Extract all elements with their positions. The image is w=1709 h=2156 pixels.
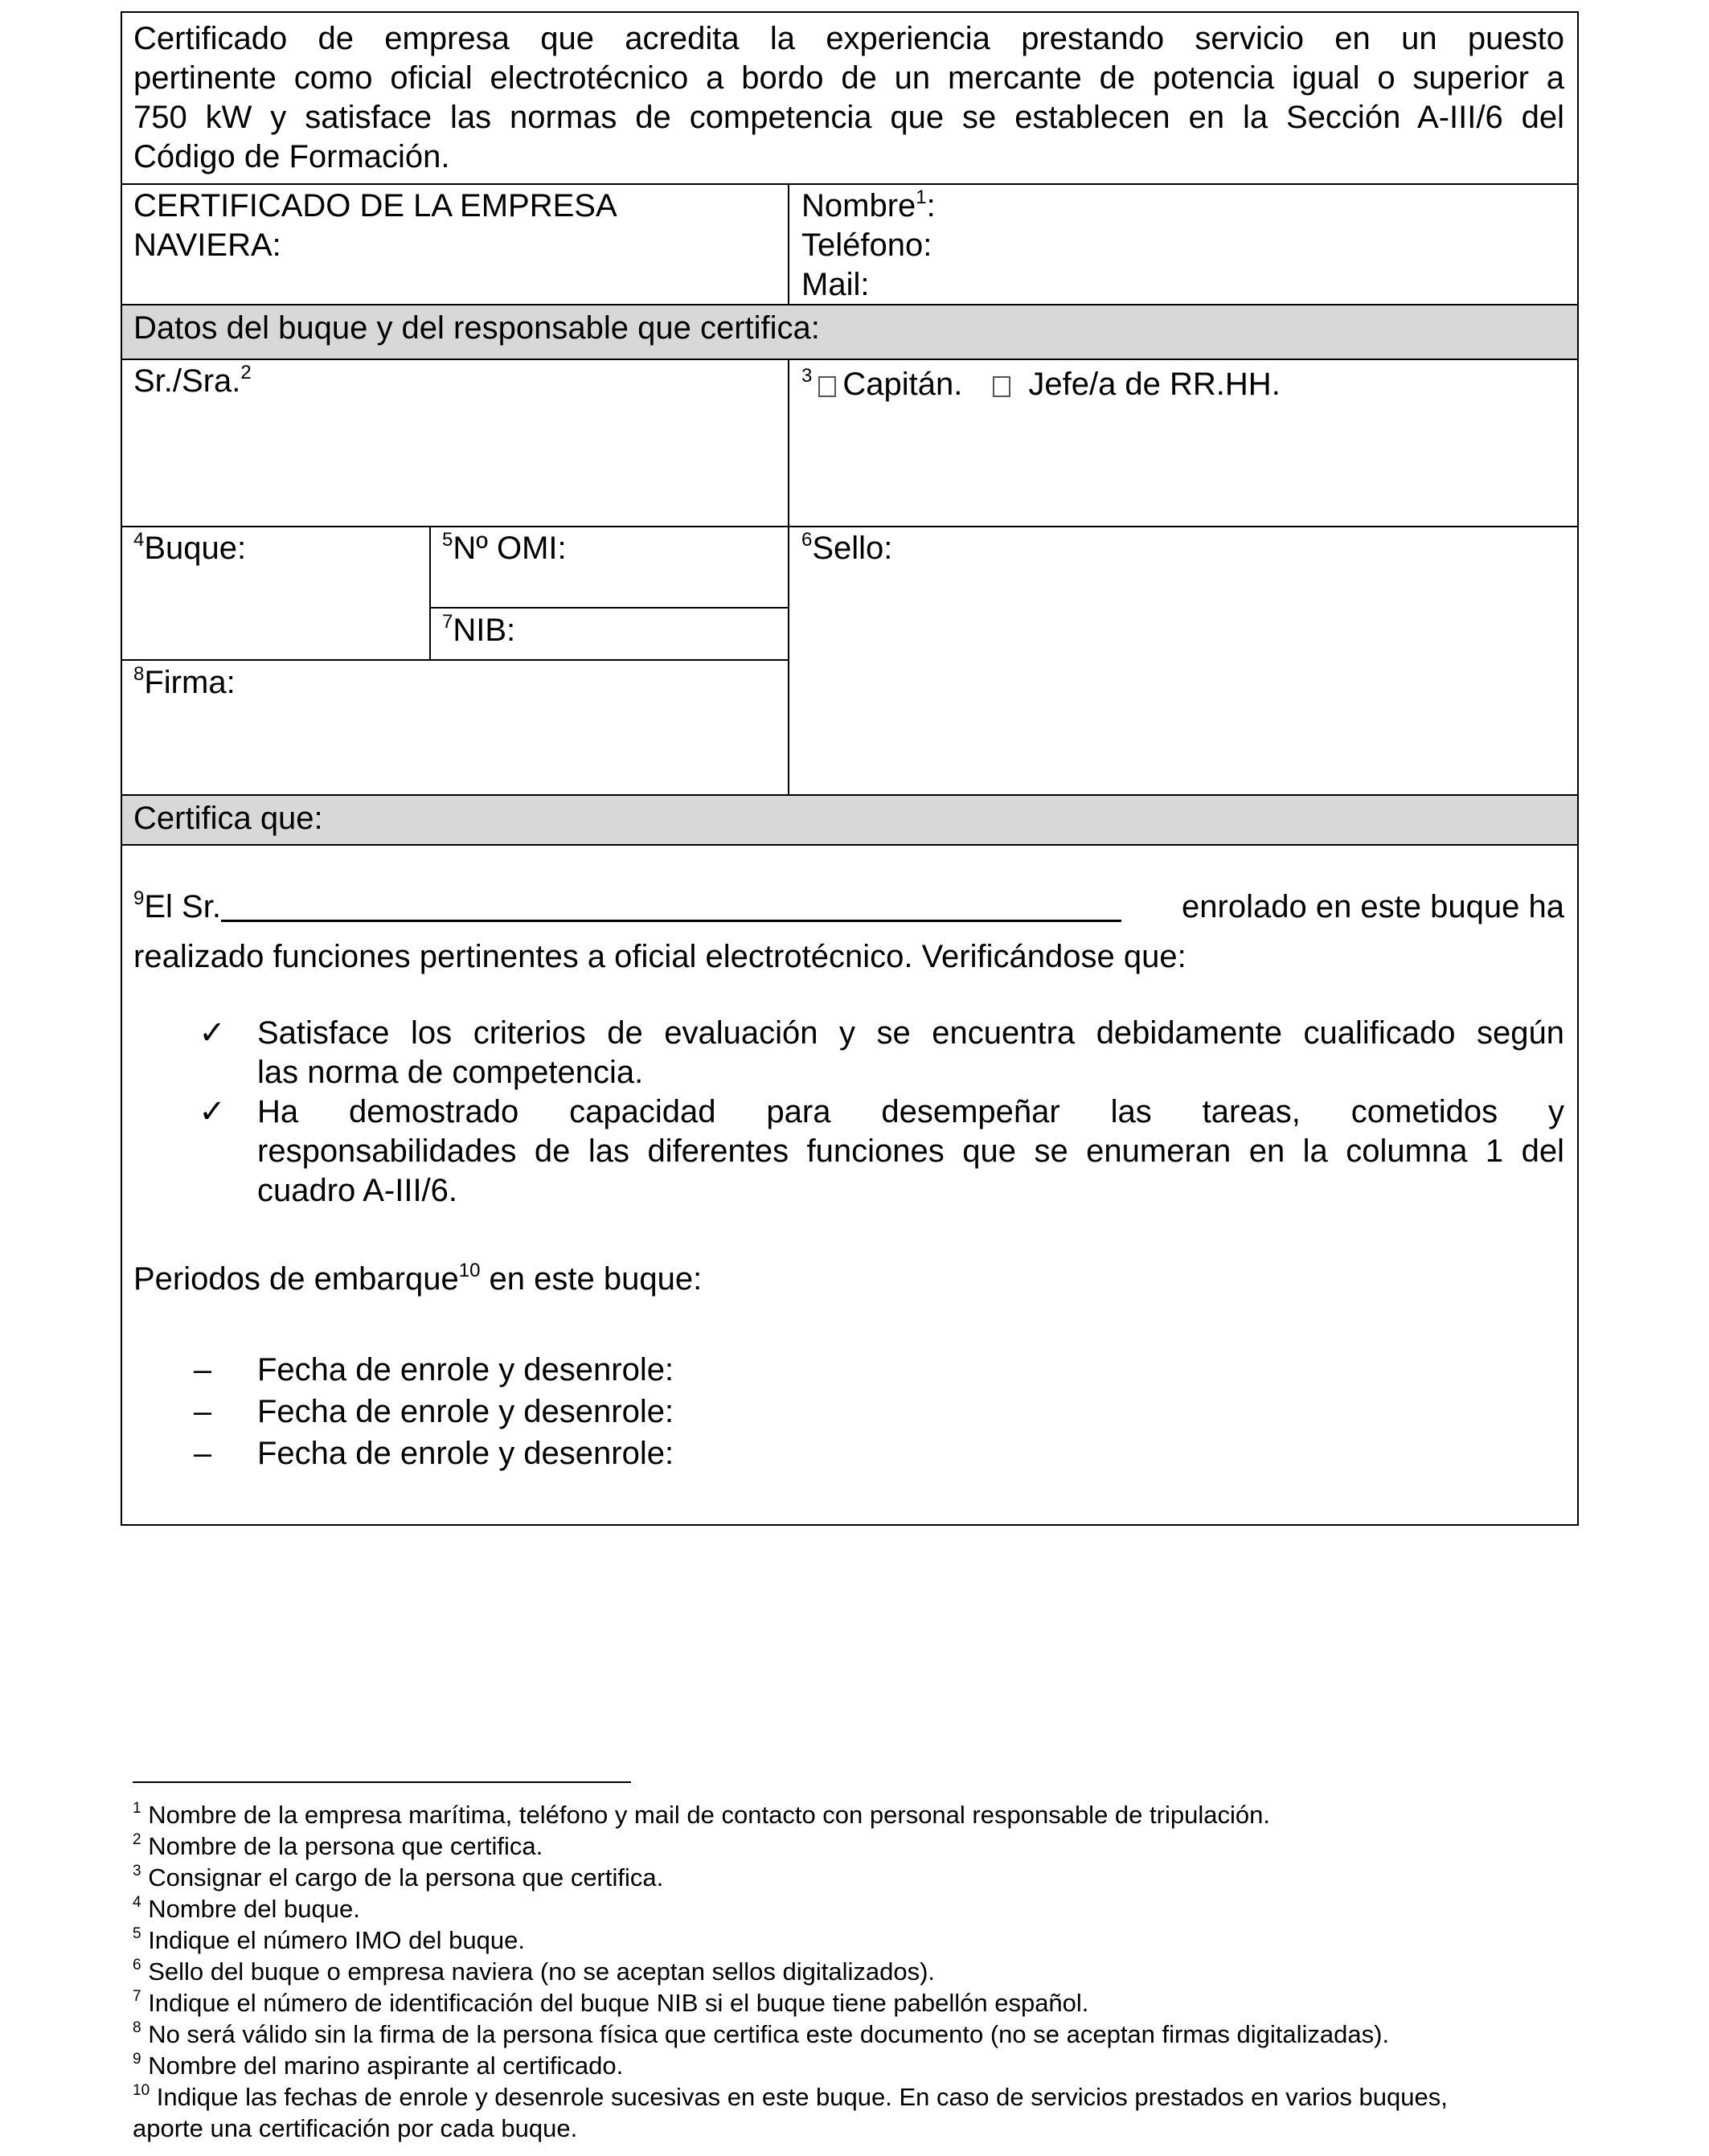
el-sr-line: $^9$El Sr. enrolado en este buque ha xyxy=(133,887,1564,924)
check-item: Satisface los criterios de evaluación y se encuentra debidamente cualificado según las norma de competencia. xyxy=(257,1015,1564,1090)
sr-sra-field[interactable]: Sr./Sra.$^2$ xyxy=(133,361,252,399)
rule xyxy=(121,359,1579,360)
footnote: $^5$ Indique el número IMO del buque. xyxy=(133,1924,525,1954)
omi-field[interactable]: $^5$Nº OMI: xyxy=(442,528,567,566)
rule xyxy=(121,183,1579,185)
footnote: $^9$ Nombre del marino aspirante al certificado. xyxy=(133,2050,624,2080)
rule xyxy=(429,526,431,659)
footnote: $^{10}$ Indique las fechas de enrole y desenrole sucesivas en este buque. En caso de servicios prestados en varios buques, xyxy=(133,2081,1448,2111)
capitan-label: Capitán. xyxy=(842,367,963,402)
marino-name-blank[interactable] xyxy=(221,887,1121,922)
rule xyxy=(121,844,1579,846)
company-label: CERTIFICADO DE LA EMPRESA NAVIERA: xyxy=(133,188,617,263)
fecha-field[interactable]: Fecha de enrole y desenrole: xyxy=(257,1352,674,1387)
company-contact xyxy=(801,186,936,305)
dash-bullet: – xyxy=(193,1352,212,1387)
fecha-field[interactable]: Fecha de enrole y desenrole: xyxy=(257,1394,674,1429)
buque-field[interactable]: $^4$Buque: xyxy=(133,528,247,566)
rule xyxy=(121,659,789,661)
checkmark-icon: ✓ xyxy=(199,1015,226,1051)
footnote-separator xyxy=(133,1781,631,1783)
rule xyxy=(121,794,1579,796)
footnote: aporte una certificación por cada buque. xyxy=(133,2114,578,2142)
footnote: $^1$ Nombre de la empresa marítima, teléfono y mail de contacto con personal responsable de tripulación. xyxy=(133,1799,1270,1829)
fecha-field[interactable]: Fecha de enrole y desenrole: xyxy=(257,1436,674,1471)
jefe-rrhh-label: Jefe/a de RR.HH. xyxy=(1028,367,1281,402)
footnote: $^8$ No será válido sin la firma de la persona física que certifica este documento (no se aceptan firmas digitalizadas). xyxy=(133,2019,1390,2048)
telefono-field[interactable]: Teléfono: xyxy=(801,227,932,263)
rule xyxy=(788,359,789,794)
jefe-rrhh-checkbox[interactable] xyxy=(993,376,1010,397)
mail-field[interactable]: Mail: xyxy=(801,267,870,302)
footnote: $^2$ Nombre de la persona que certifica. xyxy=(133,1830,543,1860)
check-item: Ha demostrado capacidad para desempeñar las tareas, cometidos y responsabilidades de las diferentes funciones que se enumeran en la columna 1 del cuadro A-III/6. xyxy=(257,1094,1564,1208)
rule xyxy=(121,526,1579,527)
sello-field[interactable]: $^6$Sello: xyxy=(801,528,893,566)
firma-field[interactable]: $^8$Firma: xyxy=(133,662,236,700)
footnote: $^6$ Sello del buque o empresa naviera (no se aceptan sellos digitalizados). xyxy=(133,1956,936,1986)
header-text: Certificado de empresa que acredita la experiencia prestando servicio en un puesto pertinente como oficial electrotécnico a bordo de un mercante de potencia igual o superior a 750 kW y satisface las normas de competencia que se establecen en la Sección A-III/6 del Código de Formación. xyxy=(133,21,1564,174)
checkmark-icon: ✓ xyxy=(199,1094,226,1129)
nombre-field[interactable]: Nombre$^1$: xyxy=(801,186,936,223)
dash-bullet: – xyxy=(193,1394,212,1429)
rule xyxy=(788,183,789,304)
footnote: $^3$ Consignar el cargo de la persona que certifica. xyxy=(133,1862,664,1892)
capitan-checkbox[interactable] xyxy=(818,376,836,397)
cargo-options: $^3$ Capitán. Jefe/a de RR.HH. xyxy=(801,364,1281,402)
periodos-line: Periodos de embarque$^{10}$ en este buque: xyxy=(133,1259,703,1297)
rule xyxy=(431,607,789,609)
body-line-2: realizado funciones pertinentes a oficial electrotécnico. Verificándose que: xyxy=(133,939,1186,974)
datos-heading: Datos del buque y del responsable que certifica: xyxy=(133,310,820,346)
dash-bullet: – xyxy=(193,1436,212,1471)
certifica-band xyxy=(122,796,1577,844)
footnote: $^7$ Indique el número de identificación del buque NIB si el buque tiene pabellón español. xyxy=(133,1987,1089,2017)
nib-field[interactable]: $^7$NIB: xyxy=(442,610,516,648)
certifica-heading: Certifica que: xyxy=(133,801,323,836)
footnote: $^4$ Nombre del buque. xyxy=(133,1893,360,1923)
